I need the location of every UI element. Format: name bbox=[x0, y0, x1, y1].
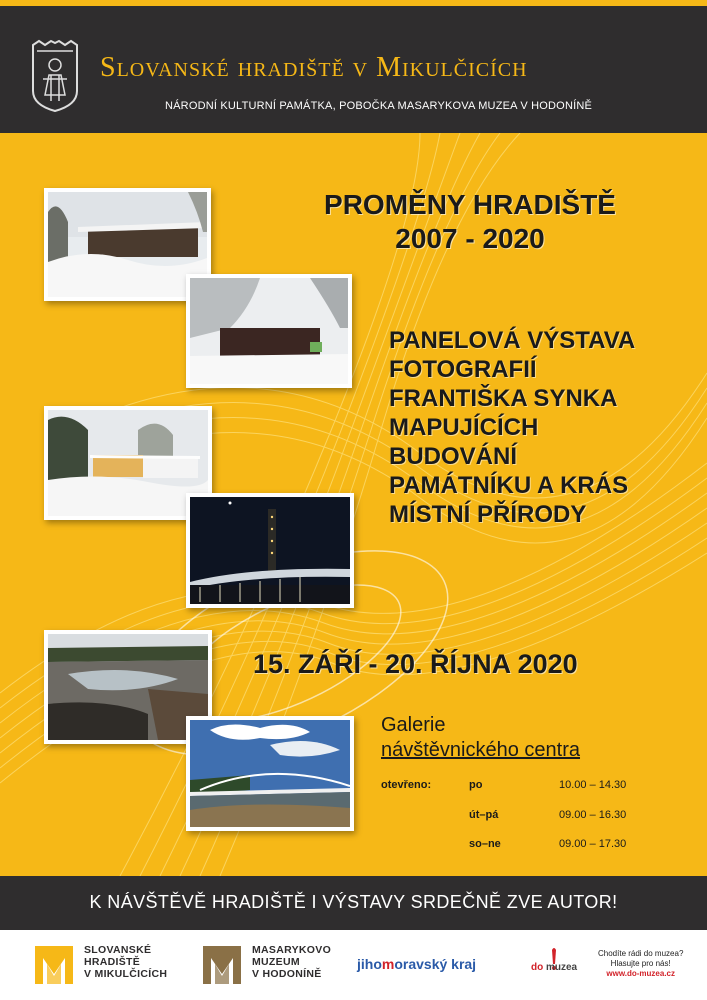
description-line: BUDOVÁNÍ bbox=[389, 443, 518, 470]
muzeum-logo-icon bbox=[201, 944, 243, 986]
title-line-1: PROMĚNY HRADIŠTĚ bbox=[324, 189, 616, 220]
hours-time: 09.00 – 17.30 bbox=[559, 838, 627, 850]
hradiste-logo-icon bbox=[33, 944, 75, 986]
venue-line-1: Galerie bbox=[381, 714, 446, 736]
site-title: Slovanské hradiště v Mikulčicích bbox=[100, 52, 528, 83]
photo-snowy-trees bbox=[186, 274, 352, 388]
description-line: FRANTIŠKA SYNKA bbox=[389, 385, 618, 412]
exhibition-dates: 15. ZÁŘÍ - 20. ŘÍJNA 2020 bbox=[253, 649, 578, 679]
poster-body bbox=[0, 133, 707, 876]
invitation-text: K NÁVŠTĚVĚ HRADIŠTĚ I VÝSTAVY SRDEČNĚ ZVE AUTOR! bbox=[89, 892, 618, 912]
do-muzea-link[interactable]: www.do-muzea.cz bbox=[606, 969, 675, 978]
hours-time: 09.00 – 16.30 bbox=[559, 809, 627, 821]
muzeum-logo-text: MASARYKOVO MUZEUM V HODONÍNĚ bbox=[252, 944, 332, 980]
hours-days: út–pá bbox=[469, 809, 499, 821]
site-subtitle: NÁRODNÍ KULTURNÍ PAMÁTKA, POBOČKA MASARYKOVA MUZEA V HODONÍNĚ bbox=[165, 100, 593, 112]
crest-icon bbox=[31, 39, 79, 113]
kraj-logo: jihomoravský kraj bbox=[357, 956, 477, 972]
photo-footbridge bbox=[186, 716, 354, 831]
invitation-bar bbox=[0, 876, 707, 930]
do-muzea-slogan: Chodíte rádi do muzea? Hlasujte pro nás! www.do-muzea.cz bbox=[598, 949, 684, 978]
header bbox=[0, 6, 707, 133]
description-line: MAPUJÍCÍCH bbox=[389, 414, 539, 441]
description-line: FOTOGRAFIÍ bbox=[389, 356, 537, 383]
hours-days: po bbox=[469, 779, 483, 791]
title-line-2: 2007 - 2020 bbox=[395, 223, 545, 254]
do-muzea-logo-text: do muzea bbox=[531, 962, 578, 973]
venue-line-2: návštěvnického centra bbox=[381, 739, 581, 761]
partner-logos bbox=[0, 930, 707, 1000]
photo-night-tower bbox=[186, 493, 354, 608]
description-line: PANELOVÁ VÝSTAVA bbox=[389, 327, 636, 354]
hours-label: otevřeno: bbox=[381, 779, 432, 791]
exhibition-title bbox=[260, 188, 680, 256]
exhibition-description bbox=[389, 326, 635, 529]
description-line: MÍSTNÍ PŘÍRODY bbox=[389, 501, 587, 528]
hradiste-logo-text: SLOVANSKÉ HRADIŠTĚ V MIKULČICÍCH bbox=[84, 944, 168, 980]
hours-days: so–ne bbox=[469, 838, 501, 850]
hours-time: 10.00 – 14.30 bbox=[559, 779, 627, 791]
description-line: PAMÁTNÍKU A KRÁS bbox=[389, 472, 629, 499]
venue bbox=[381, 713, 580, 763]
